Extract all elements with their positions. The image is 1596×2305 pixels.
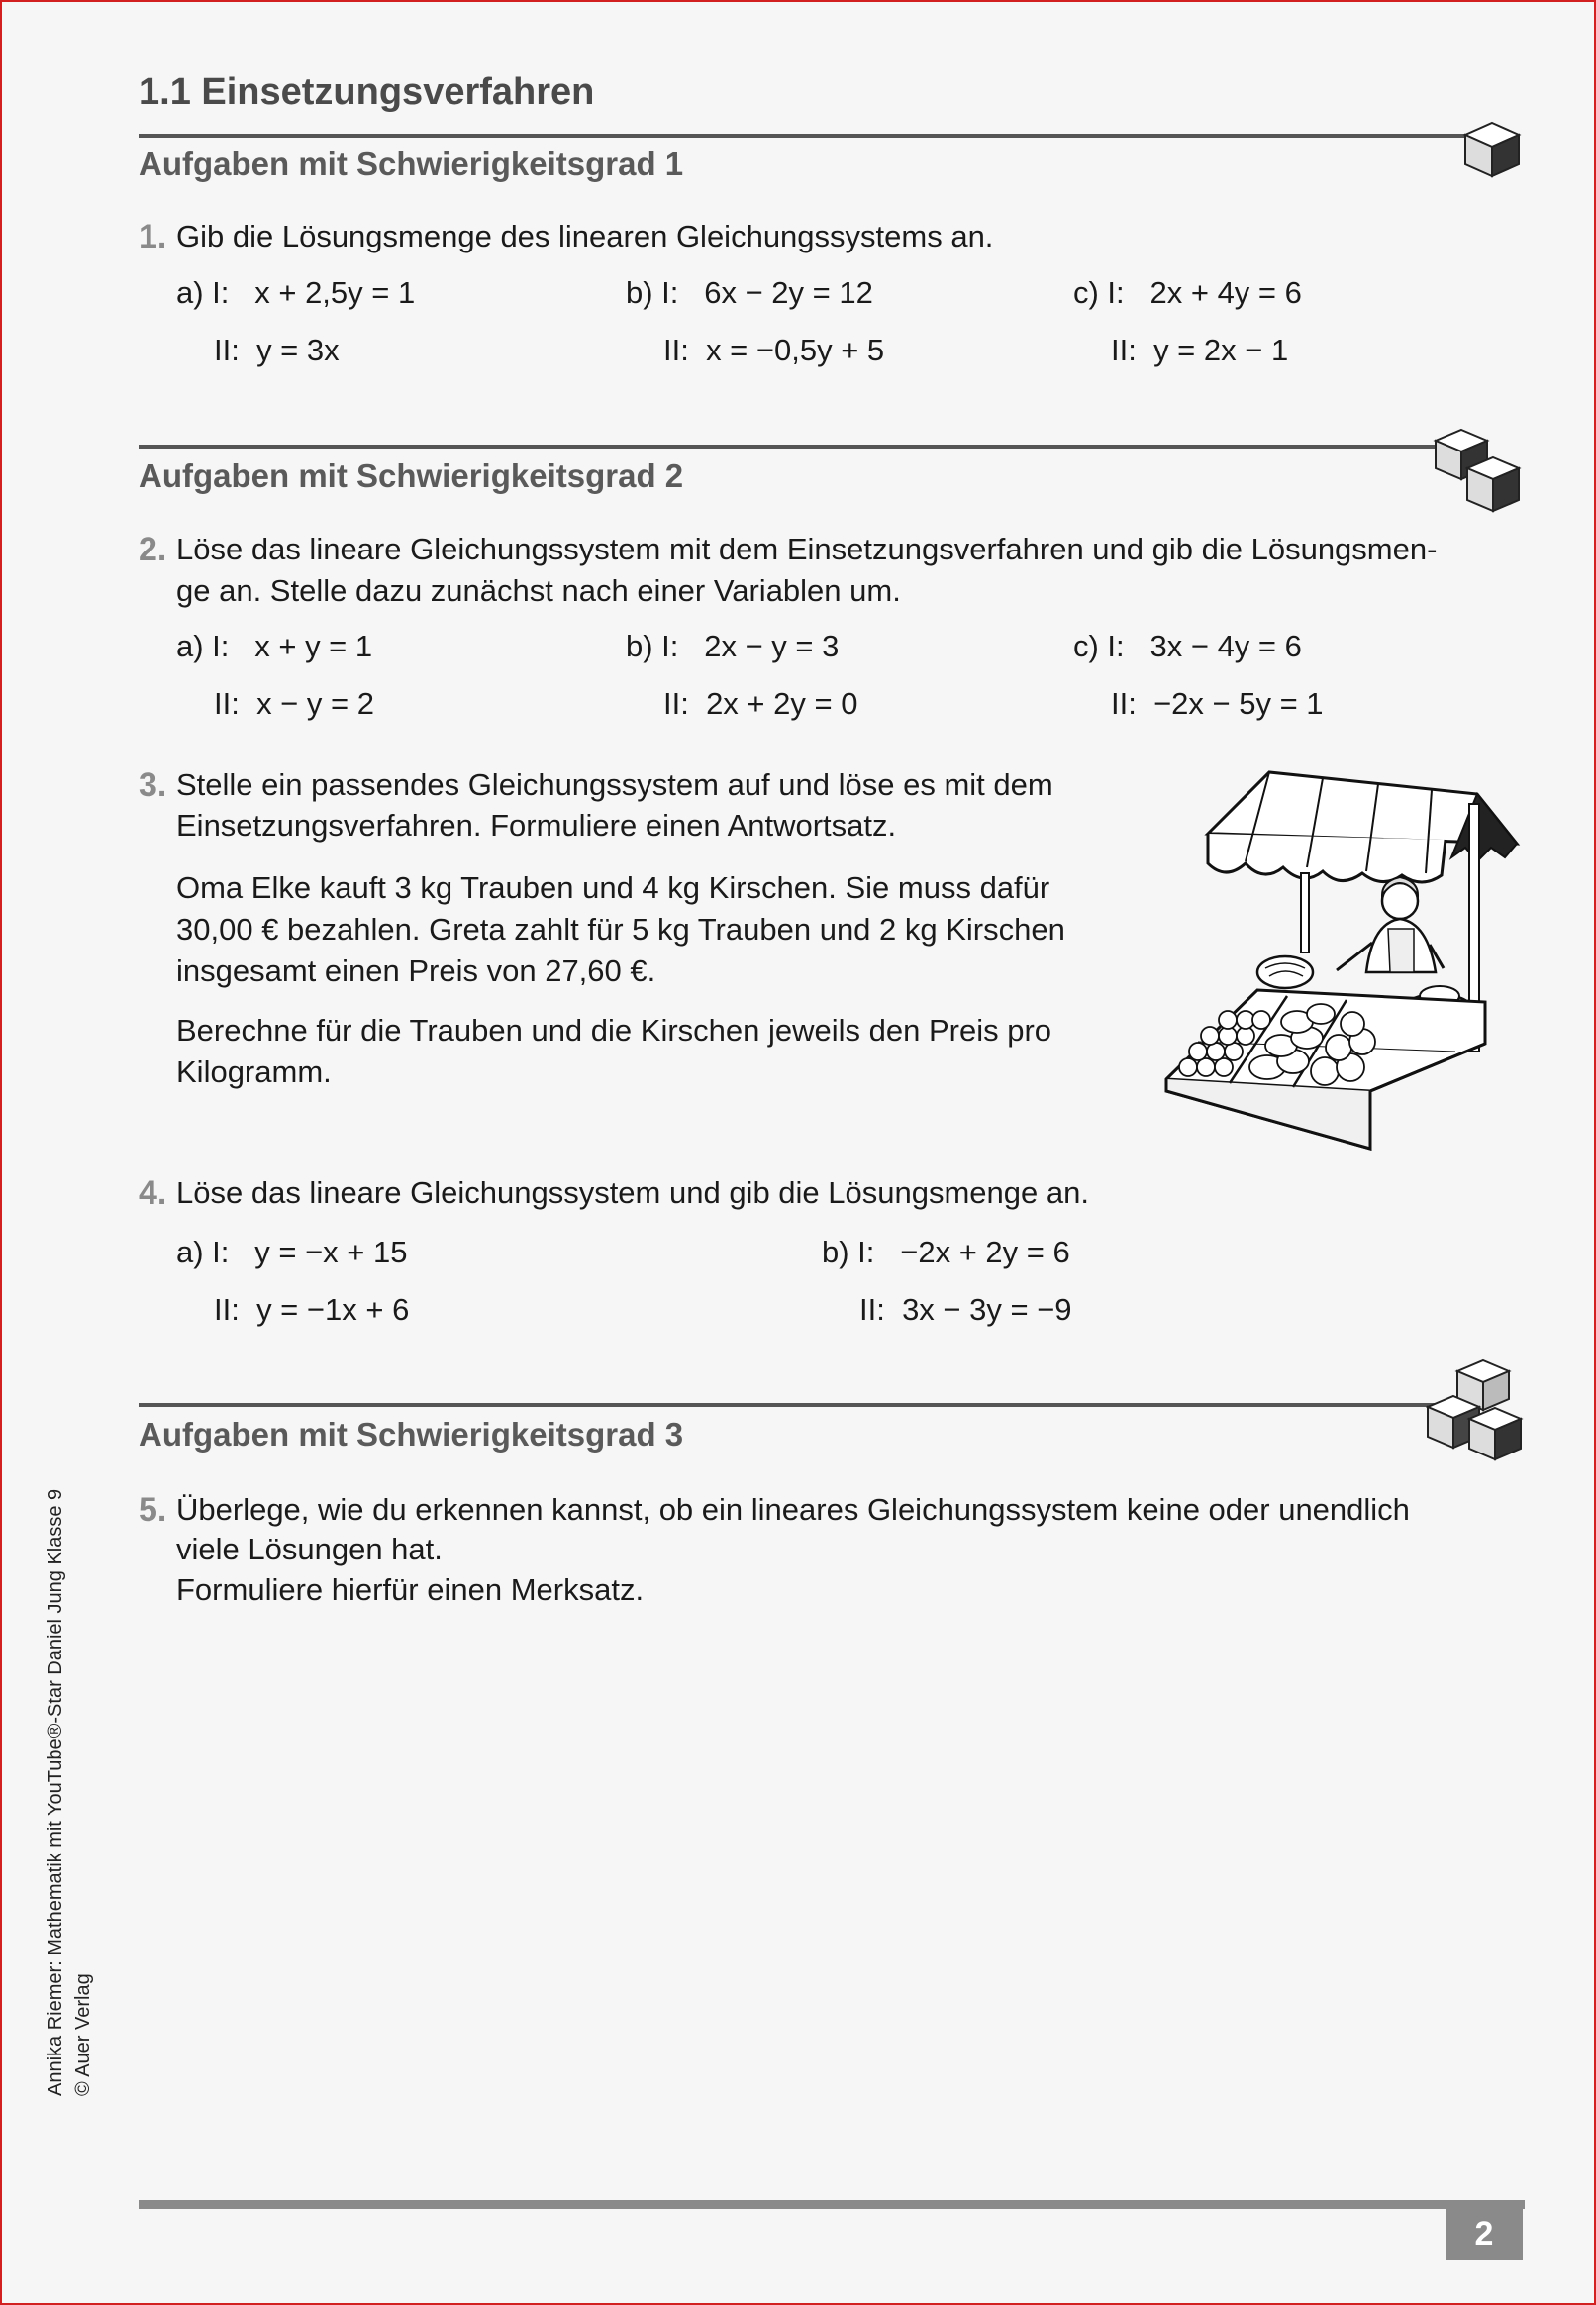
word-problem-text: Kilogramm. — [176, 1054, 332, 1089]
footer-bar — [139, 2200, 1525, 2209]
word-problem-text: 30,00 € bezahlen. Greta zahlt für 5 kg Trauben und 2 kg Kirschen — [176, 912, 1065, 947]
task-text: ge an. Stelle dazu zunächst nach einer Variablen um. — [176, 573, 901, 608]
equation-line: II: y = 3x — [214, 333, 340, 367]
page-title: 1.1 Einsetzungsverfahren — [139, 71, 595, 113]
copyright-note — [42, 1489, 97, 2096]
section-heading-level-1: Aufgaben mit Schwierigkeitsgrad 1 — [139, 146, 684, 182]
copyright-line: Annika Riemer: Mathematik mit YouTube®-Star Daniel Jung Klasse 9 — [45, 1488, 66, 2096]
task-text: Gib die Lösungsmenge des linearen Gleichungssystems an. — [176, 219, 994, 253]
equation-line: II: 3x − 3y = −9 — [859, 1292, 1072, 1327]
task-text: Formuliere hierfür einen Merksatz. — [176, 1572, 645, 1607]
page-number: 2 — [1446, 2205, 1523, 2260]
task-number: 1. — [139, 218, 167, 255]
word-problem-text: insgesamt einen Preis von 27,60 €. — [176, 953, 656, 988]
task-number: 5. — [139, 1491, 167, 1529]
equation-line: c) I: 3x − 4y = 6 — [1073, 629, 1302, 663]
task-text: Überlege, wie du erkennen kannst, ob ein lineares Gleichungssystem keine oder unendlich — [176, 1492, 1410, 1527]
equation-line: II: −2x − 5y = 1 — [1111, 686, 1324, 721]
task-text: Löse das lineare Gleichungssystem mit dem Einsetzungsverfahren und gib die Lösungsmen- — [176, 532, 1438, 566]
equation-line: II: 2x + 2y = 0 — [663, 686, 858, 721]
three-cubes-icon — [1426, 1358, 1525, 1463]
task-number: 2. — [139, 531, 167, 568]
equation-line: II: x − y = 2 — [214, 686, 374, 721]
equation-line: II: x = −0,5y + 5 — [663, 333, 885, 367]
market-stall-illustration — [1158, 764, 1525, 1156]
task-number: 4. — [139, 1174, 167, 1212]
equation-line: II: y = 2x − 1 — [1111, 333, 1289, 367]
section-heading-level-3: Aufgaben mit Schwierigkeitsgrad 3 — [139, 1416, 684, 1453]
section-divider — [139, 445, 1446, 449]
equation-line: II: y = −1x + 6 — [214, 1292, 410, 1327]
word-problem-text: Berechne für die Trauben und die Kirschen jeweils den Preis pro — [176, 1013, 1052, 1048]
two-cubes-icon — [1432, 428, 1525, 515]
section-heading-level-2: Aufgaben mit Schwierigkeitsgrad 2 — [139, 457, 684, 494]
task-text: Löse das lineare Gleichungssystem und gib die Lösungsmenge an. — [176, 1175, 1089, 1210]
equation-line: b) I: −2x + 2y = 6 — [822, 1235, 1070, 1269]
cube-icon — [1461, 119, 1523, 180]
equation-line: c) I: 2x + 4y = 6 — [1073, 275, 1302, 310]
equation-line: b) I: 6x − 2y = 12 — [626, 275, 873, 310]
section-divider — [139, 1403, 1436, 1407]
equation-line: a) I: x + 2,5y = 1 — [176, 275, 416, 310]
task-number: 3. — [139, 766, 167, 804]
equation-line: a) I: x + y = 1 — [176, 629, 373, 663]
equation-line: a) I: y = −x + 15 — [176, 1235, 408, 1269]
equation-line: b) I: 2x − y = 3 — [626, 629, 840, 663]
task-text: Einsetzungsverfahren. Formuliere einen Antwortsatz. — [176, 808, 897, 843]
task-text: Stelle ein passendes Gleichungssystem auf und löse es mit dem — [176, 767, 1053, 802]
task-text: viele Lösungen hat. — [176, 1532, 443, 1566]
word-problem-text: Oma Elke kauft 3 kg Trauben und 4 kg Kirschen. Sie muss dafür — [176, 870, 1050, 905]
copyright-line: © Auer Verlag — [72, 1973, 94, 2096]
section-divider — [139, 134, 1485, 138]
